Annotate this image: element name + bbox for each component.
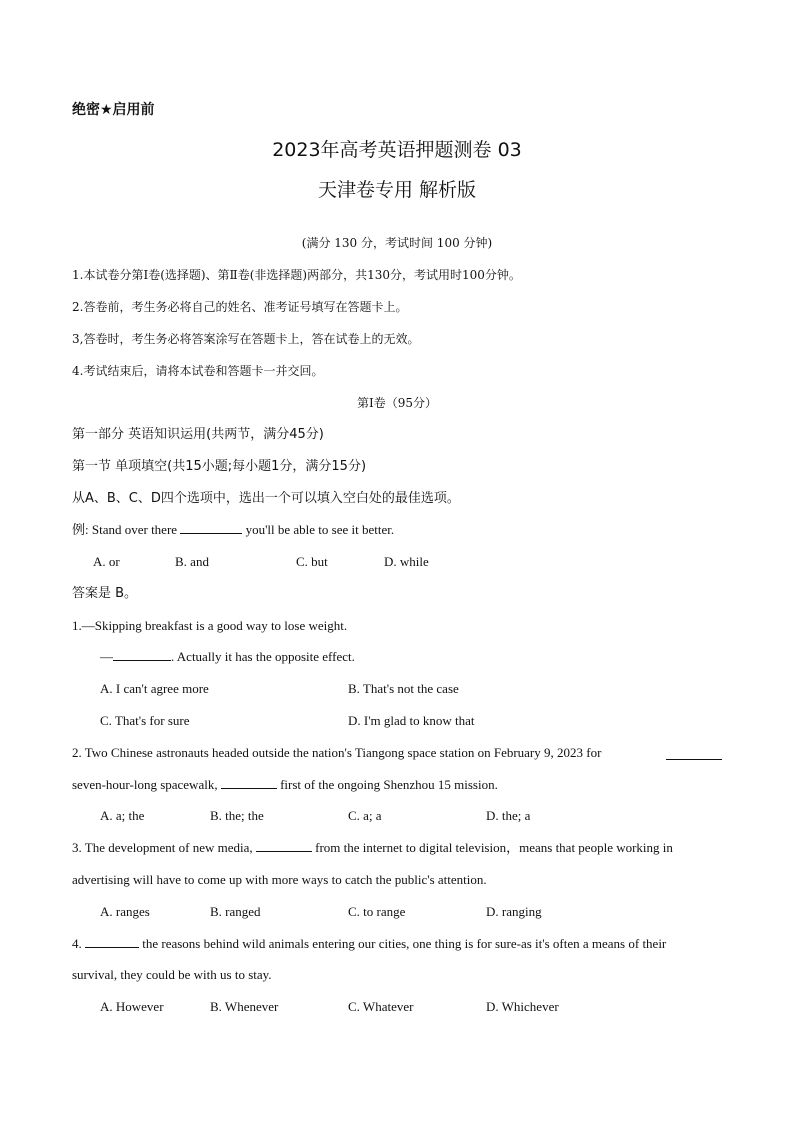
q3-option-d: D. ranging bbox=[486, 904, 542, 919]
exam-title: 2023年高考英语押题测卷 03 bbox=[272, 139, 522, 161]
q1-option-c: C. That's for sure bbox=[100, 713, 190, 728]
example-option-d: D. while bbox=[384, 554, 429, 569]
q2-line2-prefix: seven-hour-long spacewalk, bbox=[72, 777, 218, 792]
q2-option-b: B. the; the bbox=[210, 808, 264, 823]
q4-option-c: C. Whatever bbox=[348, 999, 414, 1014]
answer-blank bbox=[221, 776, 277, 789]
answer-blank bbox=[113, 648, 171, 661]
answer-blank bbox=[256, 839, 312, 852]
example-option-a: A. or bbox=[93, 554, 120, 569]
example-prefix: 例: Stand over there bbox=[72, 522, 178, 537]
instruction-4: 4.考试结束后，请将本试卷和答题卡一并交回。 bbox=[72, 364, 324, 378]
score-note: (满分 130 分，考试时间 100 分钟) bbox=[301, 236, 493, 250]
instruction-3: 3,答卷时，考生务必将答案涂写在答题卡上，答在试卷上的无效。 bbox=[72, 332, 420, 346]
q3-line1-prefix: 3. The development of new media, bbox=[72, 840, 253, 855]
q4-line1 bbox=[72, 935, 666, 953]
q1-option-b: B. That's not the case bbox=[348, 681, 459, 696]
q1-line2-prefix: — bbox=[100, 649, 113, 664]
q1-line2-suffix: . Actually it has the opposite effect. bbox=[171, 649, 355, 664]
directions: 从A、B、C、D四个选项中，选出一个可以填入空白处的最佳选项。 bbox=[72, 491, 460, 506]
example-option-c: C. but bbox=[296, 554, 328, 569]
answer-blank bbox=[666, 747, 722, 760]
q2-option-d: D. the; a bbox=[486, 808, 531, 823]
confidential-label: 绝密★启用前 bbox=[72, 102, 155, 118]
q1-option-a: A. I can't agree more bbox=[100, 681, 209, 696]
q4-line2: survival, they could be with us to stay. bbox=[72, 967, 272, 982]
q3-line1 bbox=[72, 839, 673, 857]
q2-line1 bbox=[72, 744, 601, 762]
example-answer: 答案是 B。 bbox=[72, 586, 138, 601]
instruction-2: 2.答卷前，考生务必将自己的姓名、准考证号填写在答题卡上。 bbox=[72, 300, 408, 314]
q1-line1: 1.—Skipping breakfast is a good way to lose weight. bbox=[72, 618, 348, 633]
q4-line1-suffix: the reasons behind wild animals entering our cities, one thing is for sure-as it's often a means of their bbox=[142, 936, 667, 951]
section-title: 第一节 单项填空(共15小题;每小题1分，满分15分) bbox=[72, 459, 367, 474]
example-option-b: B. and bbox=[175, 554, 209, 569]
q4-option-b: B. Whenever bbox=[210, 999, 279, 1014]
q4-option-d: D. Whichever bbox=[486, 999, 559, 1014]
answer-blank bbox=[85, 935, 139, 948]
example-suffix: you'll be able to see it better. bbox=[245, 522, 395, 537]
q3-option-c: C. to range bbox=[348, 904, 406, 919]
example-question bbox=[72, 521, 394, 539]
q2-line2 bbox=[72, 776, 498, 794]
q2-line1-text: 2. Two Chinese astronauts headed outside the nation's Tiangong space station on February 9, 2023 for bbox=[72, 745, 602, 760]
q2-option-c: C. a; a bbox=[348, 808, 382, 823]
q1-option-d: D. I'm glad to know that bbox=[348, 713, 475, 728]
instruction-1: 1.本试卷分第Ⅰ卷(选择题)、第Ⅱ卷(非选择题)两部分，共130分，考试用时100分钟。 bbox=[72, 268, 521, 282]
q4-line1-prefix: 4. bbox=[72, 936, 82, 951]
q3-option-b: B. ranged bbox=[210, 904, 261, 919]
q2-line2-suffix: first of the ongoing Shenzhou 15 mission. bbox=[280, 777, 498, 792]
q3-line1-suffix: from the internet to digital television，means that people working in bbox=[315, 840, 673, 855]
exam-subtitle: 天津卷专用 解析版 bbox=[317, 179, 477, 201]
q1-line2 bbox=[100, 648, 355, 666]
volume-heading: 第Ⅰ卷（95分） bbox=[356, 396, 437, 410]
q3-option-a: A. ranges bbox=[100, 904, 150, 919]
part-title: 第一部分 英语知识运用(共两节，满分45分) bbox=[72, 427, 324, 442]
q2-option-a: A. a; the bbox=[100, 808, 145, 823]
q3-line2: advertising will have to come up with more ways to catch the public's attention. bbox=[72, 872, 487, 887]
answer-blank bbox=[180, 521, 242, 534]
q4-option-a: A. However bbox=[100, 999, 164, 1014]
